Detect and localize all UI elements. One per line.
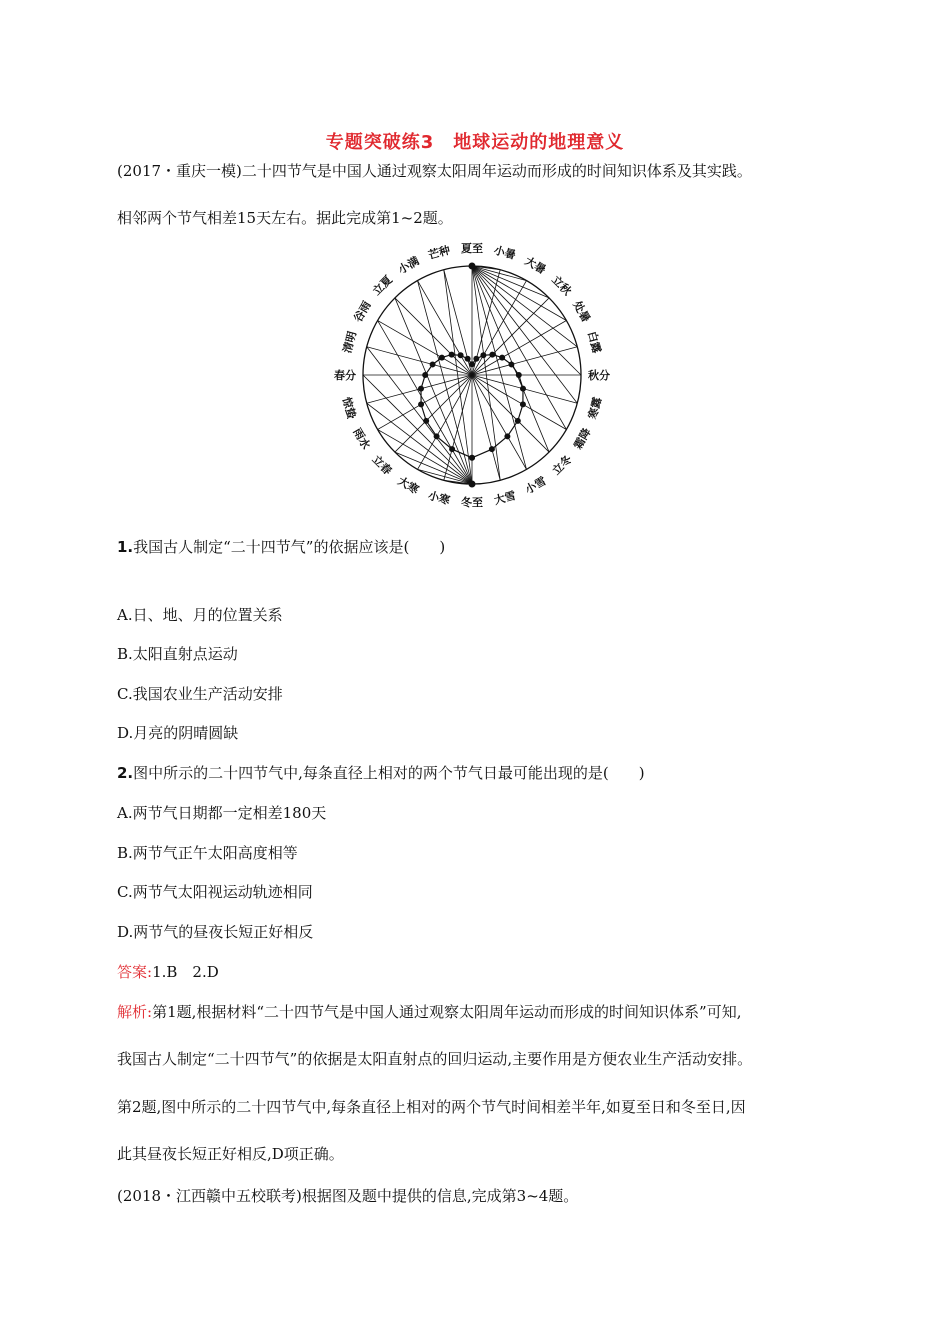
q1-option-b: B.太阳直射点运动 [117,645,238,663]
sun-position-dot [489,352,495,358]
answer-text: 1.B 2.D [152,963,219,981]
summer-solstice-dot [469,263,476,270]
winter-solstice-dot [469,481,476,488]
analysis-line-2: 我国古人制定“二十四节气”的依据是太阳直射点的回归运动,主要作用是方便农业生产活动安排。 [117,1050,753,1068]
term-label: 谷雨 [351,298,374,325]
sun-position-dot [449,446,455,452]
term-label: 霜降 [571,425,594,452]
term-label: 大雪 [492,489,518,508]
term-label: 芒种 [426,243,452,262]
term-label: 惊蛰 [339,395,358,421]
q2-option-a: A.两节气日期都一定相差180天 [117,804,327,822]
q1-option-d: D.月亮的阴晴圆缺 [117,724,239,742]
analysis-line-3: 第2题,图中所示的二十四节气中,每条直径上相对的两个节气时间相差半年,如夏至日和冬至日,因 [117,1098,746,1116]
answer-label: 答案: [117,963,153,981]
answer [117,961,219,982]
question-2 [117,762,645,783]
chord-line [472,266,500,480]
term-label: 立冬 [549,452,575,478]
term-label: 秋分 [588,369,610,382]
sun-position-dot [516,372,522,378]
q1-option-a: A.日、地、月的位置关系 [117,606,283,624]
term-label: 小满 [395,254,422,277]
diagram-lines [363,266,581,484]
sun-position-dot [520,401,526,407]
term-label: 处暑 [570,298,593,325]
term-label: 大暑 [522,254,549,277]
question-2-number: 2. [117,764,134,782]
question-2-stem: 图中所示的二十四节气中,每条直径上相对的两个节气日最可能出现的是( ) [133,764,645,782]
q2-option-b: B.两节气正午太阳高度相等 [117,844,298,862]
sun-position-dot [473,356,479,362]
term-label: 小暑 [492,243,518,262]
sun-position-dot [465,356,471,362]
term-label: 小雪 [522,474,549,497]
intro-line-2: 相邻两个节气相差15天左右。据此完成第1~2题。 [117,209,453,227]
sun-position-dot [422,372,428,378]
analysis-line-4: 此其昼夜长短正好相反,D项正确。 [117,1145,344,1163]
sun-position-dot [449,352,455,358]
solar-terms-diagram [330,238,620,520]
sun-position-dot [423,418,429,424]
sun-position-dot [508,361,514,367]
question-1 [117,536,445,557]
term-label: 立夏 [370,273,395,298]
q1-option-c: C.我国农业生产活动安排 [117,685,283,703]
chord-line [472,266,549,452]
analysis-line-1 [117,1001,741,1022]
sun-position-dot [458,352,464,358]
sun-position-dot [504,433,510,439]
chord-line [395,298,472,484]
sun-position-dot [469,361,475,367]
question-1-stem: 我国古人制定“二十四节气”的依据应该是( ) [133,538,446,556]
term-label: 冬至 [461,496,483,509]
term-label: 雨水 [350,425,373,452]
analysis-label: 解析: [117,1003,153,1021]
sun-position-dot [439,355,445,361]
sun-position-dot [489,446,495,452]
sun-position-dot [418,401,424,407]
sun-position-dot [434,433,440,439]
sun-position-dot [515,418,521,424]
term-label: 大寒 [395,474,422,497]
term-label: 春分 [334,369,356,382]
sun-position-dot [499,355,505,361]
sun-position-dot [480,352,486,358]
term-label: 立秋 [549,273,574,298]
term-label: 寒露 [586,395,605,421]
analysis-text-1: 第1题,根据材料“二十四节气是中国人通过观察太阳周年运动而形成的时间知识体系”可知, [152,1003,742,1021]
term-label: 立春 [369,452,395,478]
sun-position-dot [430,361,436,367]
intro-line-1: (2017・重庆一模)二十四节气是中国人通过观察太阳周年运动而形成的时间知识体系及其实践。 [117,162,752,180]
page-title: 专题突破练3 地球运动的地理意义 [325,132,625,153]
sun-position-dot [418,386,424,392]
sun-position-dot [469,455,475,461]
term-label: 白露 [585,329,604,355]
q2-option-d: D.两节气的昼夜长短正好相反 [117,923,314,941]
term-label: 小寒 [426,489,452,508]
next-section-intro: (2018・江西赣中五校联考)根据图及题中提供的信息,完成第3~4题。 [117,1187,579,1205]
sun-position-dot [520,386,526,392]
term-label: 夏至 [461,242,483,255]
q2-option-c: C.两节气太阳视运动轨迹相同 [117,883,313,901]
question-1-number: 1. [117,538,134,556]
term-label: 清明 [340,329,359,355]
